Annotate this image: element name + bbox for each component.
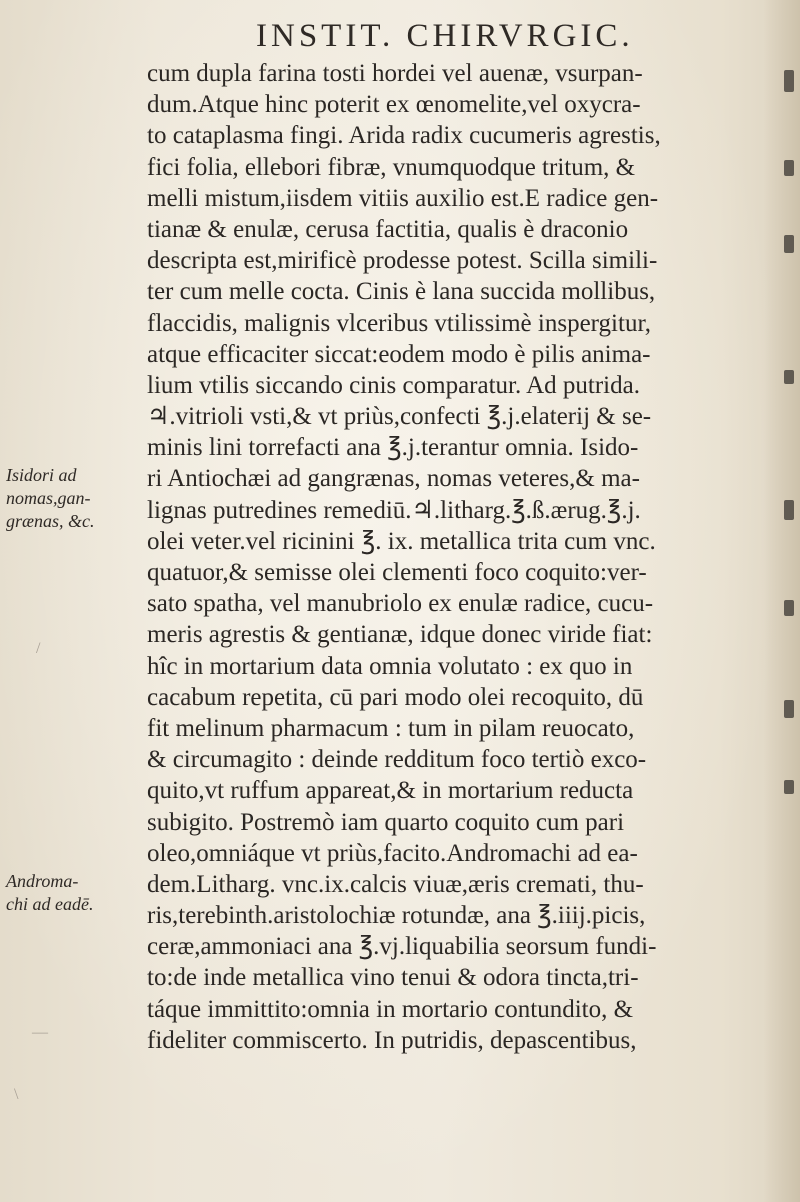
marginal-note-line: Isidori ad [6, 465, 77, 485]
text-line: ri Antiochæi ad gangrænas, nomas veteres,& ma- [147, 465, 640, 493]
marginal-note-andromachi [6, 870, 146, 916]
text-line: ceræ,ammoniaci ana ℥.vj.liquabilia seorsum fundi- [147, 933, 657, 961]
text-line: ♃.vitrioli vsti,& vt priùs,confecti ℥.j.elaterij & se- [147, 403, 652, 431]
marginal-note-line: grænas, &c. [6, 511, 95, 531]
text-line: minis lini torrefacti ana ℥.j.terantur omnia. Isido- [147, 434, 639, 462]
text-line: to:de inde metallica vino tenui & odora tincta,tri- [147, 964, 639, 992]
text-line: hîc in mortarium data omnia volutato : ex quo in [147, 652, 633, 680]
margin-ink-mark: \ [14, 1086, 19, 1103]
text-line: oleo,omniáque vt priùs,facito.Andromachi ad ea- [147, 839, 638, 867]
text-line: fici folia, ellebori fibræ, vnumquodque tritum, & [147, 153, 636, 181]
body-text [147, 58, 797, 1056]
text-line: táque immittito:omnia in mortario contundito, & [147, 995, 634, 1023]
text-line: melli mistum,iisdem vitiis auxilio est.E radice gen- [147, 184, 659, 212]
margin-ink-mark: / [36, 640, 41, 657]
text-line: fideliter commiscerto. In putridis, depascentibus, [147, 1026, 637, 1054]
text-line: lignas putredines remediū.♃.litharg.℥.ß.ærug.℥.j. [147, 496, 641, 524]
text-line: ris,terebinth.aristolochiæ rotundæ, ana ℥.iiij.picis, [147, 902, 646, 930]
text-line: sato spatha, vel manubriolo ex enulæ radice, cucu- [147, 590, 654, 618]
text-line: & circumagito : deinde redditum foco tertiò exco- [147, 746, 647, 774]
text-line: fit melinum pharmacum : tum in pilam reuocato, [147, 714, 635, 742]
text-line: olei veter.vel ricinini ℥. ix. metallica trita cum vnc. [147, 527, 656, 555]
running-head: INSTIT. CHIRVRGIC. [256, 18, 634, 54]
text-line: subigito. Postremò iam quarto coquito cum pari [147, 808, 625, 836]
text-line: quatuor,& semisse olei clementi foco coquito:ver- [147, 559, 647, 586]
text-line: lium vtilis siccando cinis comparatur. Ad putrida. [147, 371, 640, 399]
text-line: tianæ & enulæ, cerusa factitia, qualis è draconio [147, 215, 629, 243]
text-line: ter cum melle cocta. Cinis è lana succida mollibus, [147, 278, 656, 306]
text-line: dum.Atque hinc poterit ex œnomelite,vel oxycra- [147, 91, 641, 119]
text-line: cum dupla farina tosti hordei vel auenæ, vsurpan- [147, 60, 643, 87]
text-line: quito,vt ruffum appareat,& in mortarium reducta [147, 777, 634, 805]
marginal-note-isidori [6, 464, 146, 533]
margin-ink-mark: — [32, 1024, 48, 1041]
marginal-note-line: chi ad eadē. [6, 894, 94, 914]
text-line: to cataplasma fingi. Arida radix cucumeris agrestis, [147, 122, 661, 150]
text-line: atque efficaciter siccat:eodem modo è pilis anima- [147, 340, 651, 368]
marginal-note-line: Androma- [6, 871, 79, 891]
text-line: descripta est,mirificè prodesse potest. Scilla simili- [147, 247, 658, 275]
marginal-note-line: nomas,gan- [6, 488, 91, 508]
text-line: cacabum repetita, cū pari modo olei recoquito, dū [147, 683, 644, 711]
text-line: meris agrestis & gentianæ, idque donec viride fiat: [147, 621, 653, 649]
text-line: flaccidis, malignis vlceribus vtilissimè inspergitur, [147, 309, 652, 337]
text-line: dem.Litharg. vnc.ix.calcis viuæ,æris cremati, thu- [147, 870, 644, 898]
